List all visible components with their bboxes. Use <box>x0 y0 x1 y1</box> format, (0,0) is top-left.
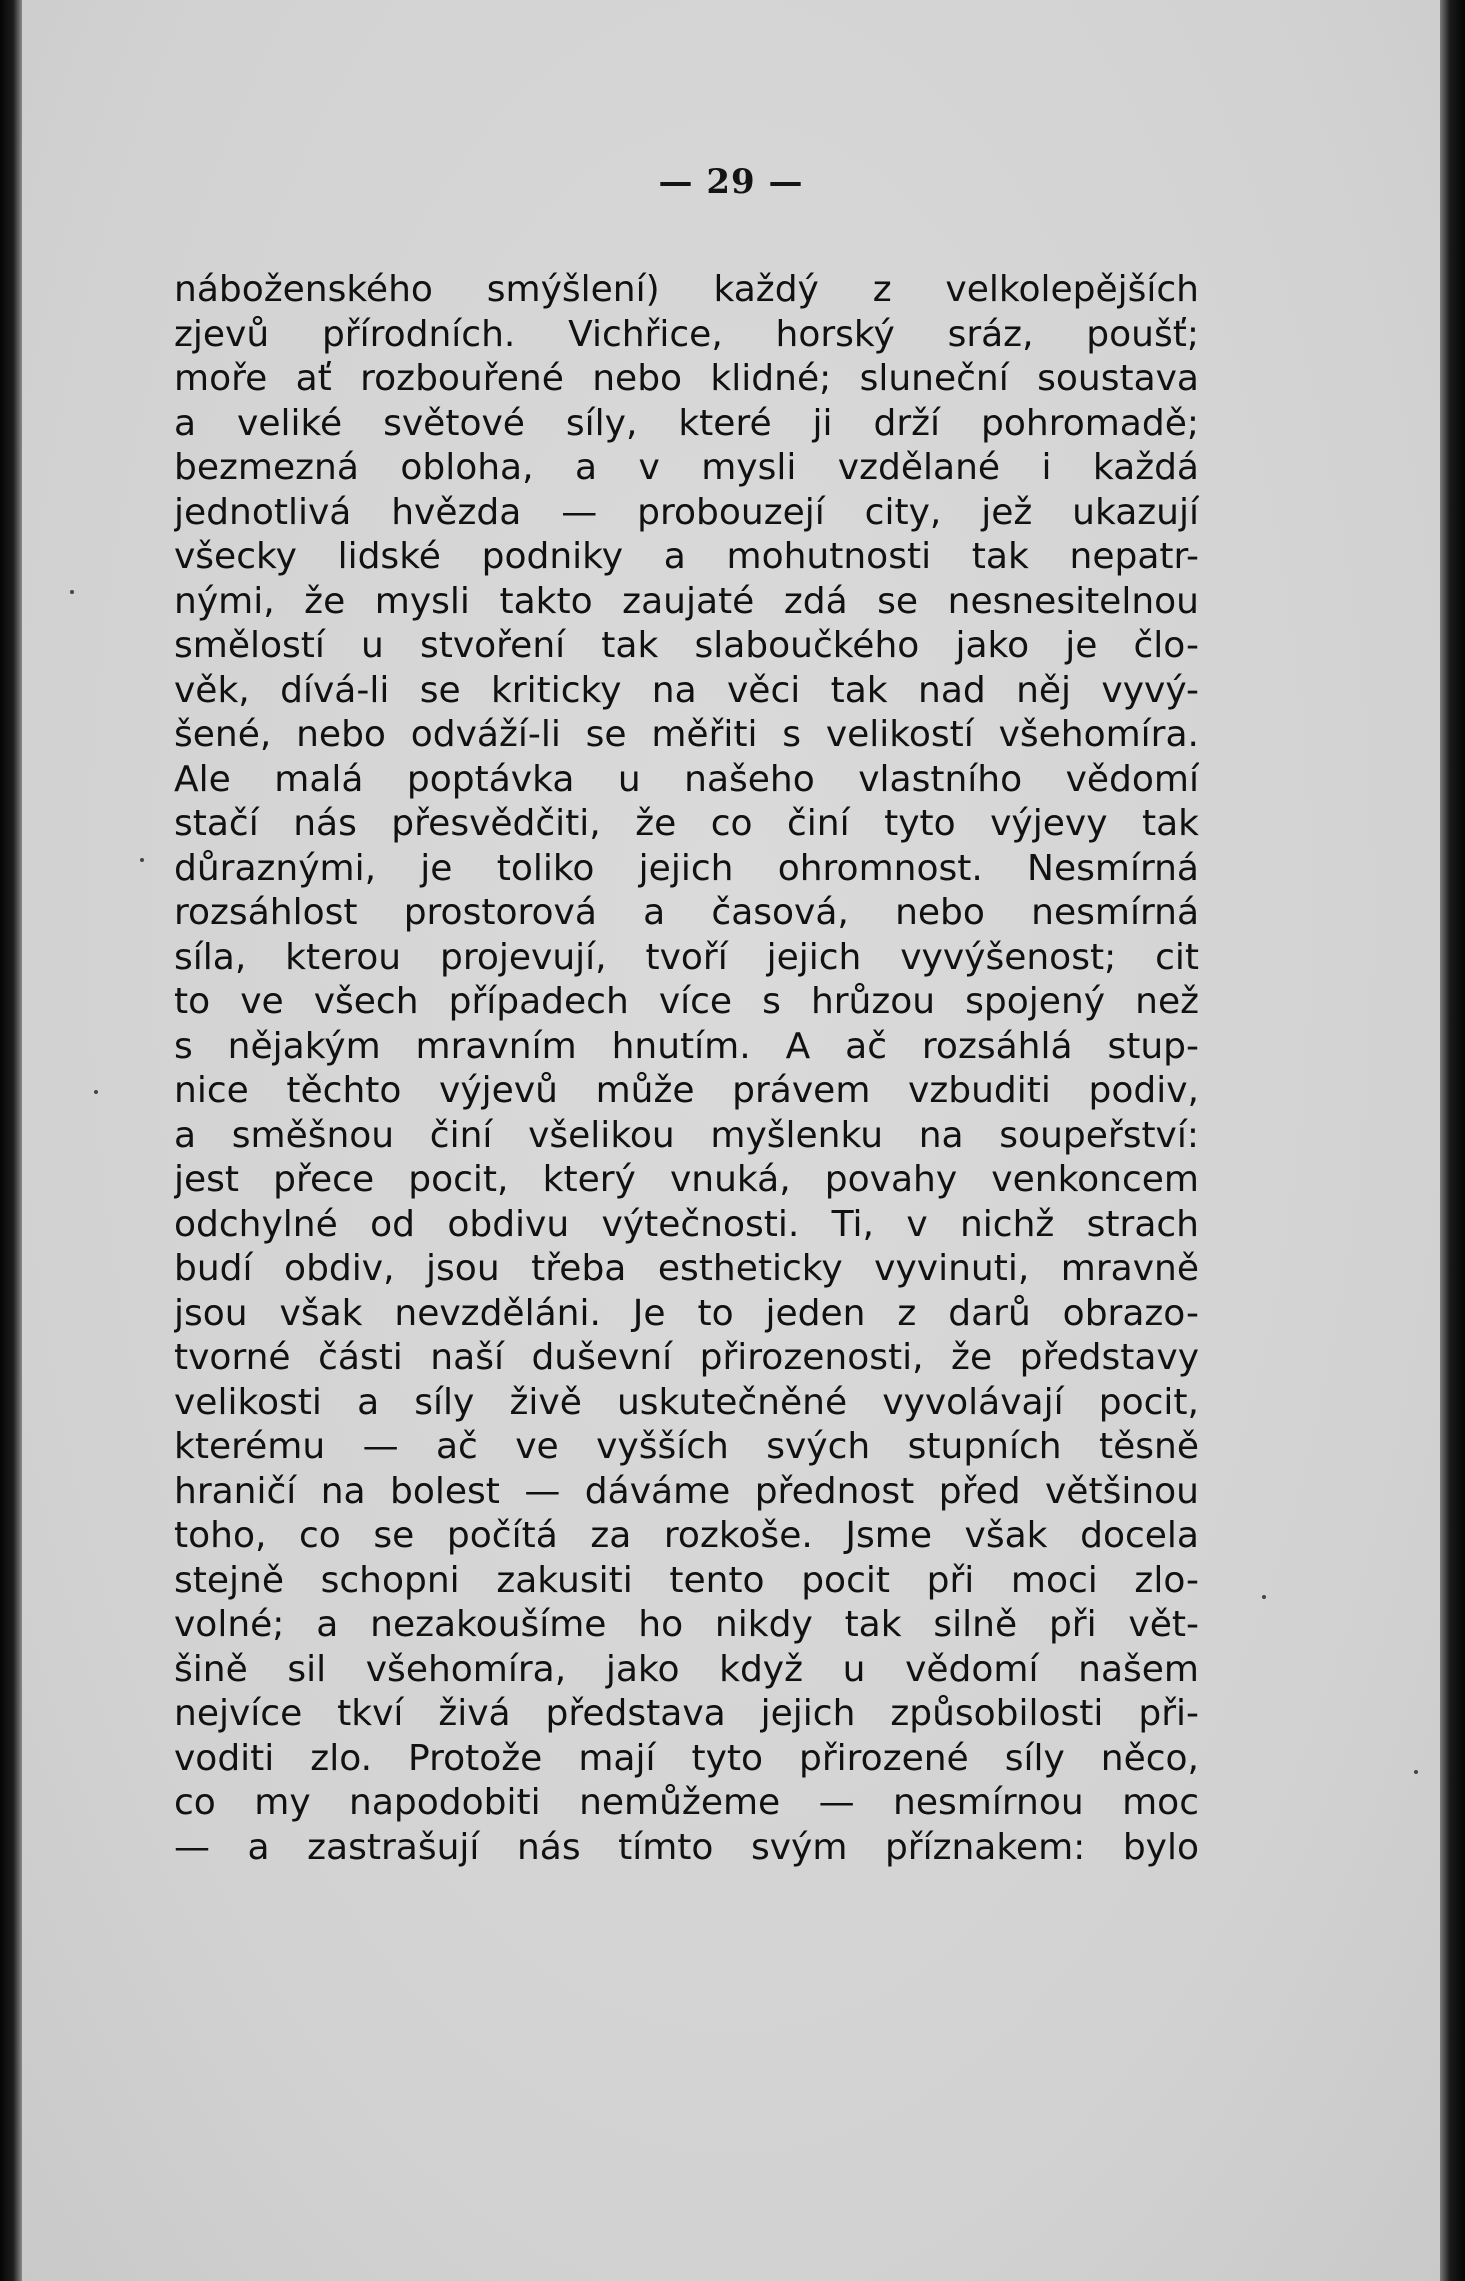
text-line: s nějakým mravním hnutím. A ač rozsáhlá stup- <box>174 1025 1199 1067</box>
text-line: stačí nás přesvědčiti, že co činí tyto výjevy tak <box>174 803 1199 844</box>
text-line: jsou však nevzděláni. Je to jeden z darů obrazo- <box>174 1292 1199 1334</box>
paper-speck <box>1262 1595 1266 1599</box>
text-line: moře ať rozbouřené nebo klidné; sluneční soustava <box>174 358 1199 399</box>
page-number: — 29 — <box>658 162 804 202</box>
body-text <box>174 268 1199 1870</box>
text-line: velikosti a síly živě uskutečněné vyvolávají pocit, <box>174 1381 1199 1423</box>
text-line: tvorné části naší duševní přirozenosti, že představy <box>174 1337 1199 1378</box>
text-line: šené, nebo odváží-li se měřiti s velikostí všehomíra. <box>174 714 1199 755</box>
paper-speck <box>70 590 74 594</box>
text-line: síla, kterou projevují, tvoří jejich vyvýšenost; cit <box>174 936 1199 978</box>
text-line: nými, že mysli takto zaujaté zdá se nesnesitelnou <box>174 580 1199 622</box>
text-line: — a zastrašují nás tímto svým příznakem: bylo <box>174 1826 1199 1868</box>
page-right-edge <box>1440 0 1465 2281</box>
text-line: rozsáhlost prostorová a časová, nebo nesmírná <box>174 892 1199 933</box>
text-line: nice těchto výjevů může právem vzbuditi podiv, <box>174 1070 1199 1111</box>
text-line: hraničí na bolest — dáváme přednost před většinou <box>174 1470 1199 1512</box>
text-line: to ve všech případech více s hrůzou spojený než <box>174 981 1199 1022</box>
text-line: nejvíce tkví živá představa jejich způsobilosti při- <box>174 1693 1199 1734</box>
text-line: šině sil všehomíra, jako když u vědomí našem <box>174 1648 1199 1690</box>
text-line: a veliké světové síly, které ji drží pohromadě; <box>174 402 1199 444</box>
text-line: smělostí u stvoření tak slaboučkého jako je člo- <box>174 625 1199 666</box>
paper-speck <box>1414 1770 1418 1774</box>
paper-speck <box>94 1090 98 1094</box>
text-line: Ale malá poptávka u našeho vlastního vědomí <box>174 758 1199 800</box>
text-line: volné; a nezakoušíme ho nikdy tak silně při vět- <box>174 1604 1199 1645</box>
text-line: voditi zlo. Protože mají tyto přirozené síly něco, <box>174 1737 1199 1779</box>
text-line: co my napodobiti nemůžeme — nesmírnou moc <box>174 1782 1199 1823</box>
text-line: důraznými, je toliko jejich ohromnost. Nesmírná <box>174 847 1199 889</box>
text-line: zjevů přírodních. Vichřice, horský sráz, poušť; <box>174 313 1199 355</box>
text-line: všecky lidské podniky a mohutnosti tak nepatr- <box>174 536 1199 577</box>
text-line: jest přece pocit, který vnuká, povahy venkoncem <box>174 1159 1199 1200</box>
text-line: toho, co se počítá za rozkoše. Jsme však docela <box>174 1515 1199 1556</box>
text-line: bezmezná obloha, a v mysli vzdělané i každá <box>174 447 1199 488</box>
text-line: odchylné od obdivu výtečnosti. Ti, v nichž strach <box>174 1203 1199 1245</box>
text-line: náboženského smýšlení) každý z velkolepějších <box>174 269 1199 310</box>
text-line: stejně schopni zakusiti tento pocit při moci zlo- <box>174 1559 1199 1601</box>
text-line: kterému — ač ve vyšších svých stupních těsně <box>174 1426 1199 1467</box>
text-line: a směšnou činí všelikou myšlenku na soupeřství: <box>174 1114 1199 1156</box>
book-page <box>22 0 1440 2281</box>
paper-speck <box>140 858 144 862</box>
text-line: budí obdiv, jsou třeba estheticky vyvinuti, mravně <box>174 1248 1199 1289</box>
text-line: věk, dívá-li se kriticky na věci tak nad něj vyvý- <box>174 669 1199 711</box>
text-line: jednotlivá hvězda — probouzejí city, jež ukazují <box>174 491 1199 533</box>
page-left-edge <box>0 0 22 2281</box>
